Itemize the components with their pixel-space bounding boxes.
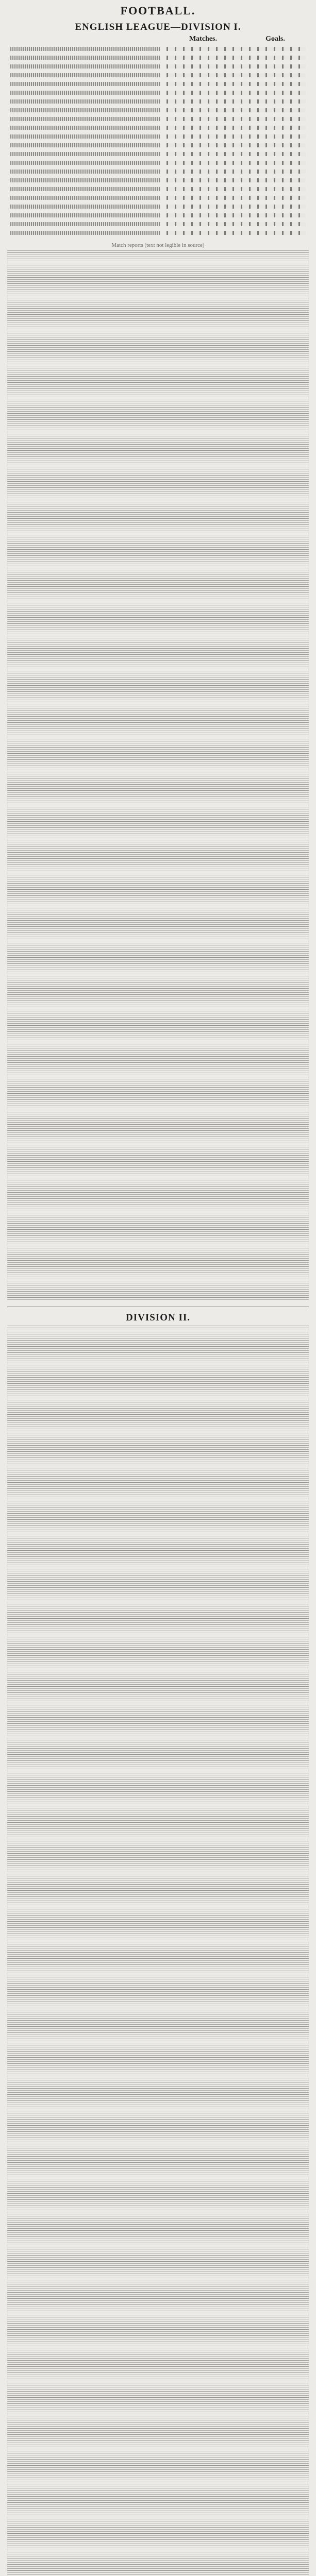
row-values-placeholder bbox=[167, 99, 306, 104]
table-row bbox=[7, 219, 309, 228]
club-name-placeholder bbox=[10, 196, 160, 200]
table-row bbox=[7, 149, 309, 158]
club-name-placeholder bbox=[10, 213, 160, 217]
row-values-placeholder bbox=[167, 126, 306, 130]
club-name-placeholder bbox=[10, 231, 160, 235]
table-row bbox=[7, 106, 309, 114]
table-row bbox=[7, 79, 309, 88]
row-values-placeholder bbox=[167, 222, 306, 226]
table-row bbox=[7, 53, 309, 62]
club-name-placeholder bbox=[10, 82, 160, 86]
table-row bbox=[7, 202, 309, 211]
page-title: FOOTBALL. bbox=[120, 4, 196, 17]
row-values-placeholder bbox=[167, 178, 306, 182]
table-row bbox=[7, 62, 309, 71]
row-values-placeholder bbox=[167, 231, 306, 235]
row-values-placeholder bbox=[167, 47, 306, 51]
table-row bbox=[7, 97, 309, 106]
club-name-placeholder bbox=[10, 178, 160, 182]
report-division-ii bbox=[7, 1326, 309, 2576]
table-row bbox=[7, 228, 309, 237]
row-values-placeholder bbox=[167, 56, 306, 60]
section-title-division-i: ENGLISH LEAGUE—DIVISION I. bbox=[75, 22, 241, 32]
row-values-placeholder bbox=[167, 91, 306, 95]
row-values-placeholder bbox=[167, 213, 306, 217]
club-name-placeholder bbox=[10, 152, 160, 156]
row-values-placeholder bbox=[167, 64, 306, 69]
club-name-placeholder bbox=[10, 161, 160, 165]
table-row bbox=[7, 114, 309, 123]
club-name-placeholder bbox=[10, 205, 160, 209]
table-row bbox=[7, 211, 309, 219]
row-values-placeholder bbox=[167, 117, 306, 121]
club-name-placeholder bbox=[10, 108, 160, 112]
table-row bbox=[7, 71, 309, 79]
club-name-placeholder bbox=[10, 64, 160, 69]
club-name-placeholder bbox=[10, 73, 160, 77]
league-table bbox=[7, 35, 309, 237]
matches-header: Matches. bbox=[189, 35, 218, 43]
row-values-placeholder bbox=[167, 161, 306, 165]
table-row bbox=[7, 193, 309, 202]
row-values-placeholder bbox=[167, 170, 306, 174]
club-name-placeholder bbox=[10, 117, 160, 121]
report-division-i bbox=[7, 250, 309, 1301]
club-name-placeholder bbox=[10, 56, 160, 60]
row-values-placeholder bbox=[167, 134, 306, 139]
club-name-placeholder bbox=[10, 134, 160, 139]
club-name-placeholder bbox=[10, 99, 160, 104]
row-values-placeholder bbox=[167, 82, 306, 86]
club-name-placeholder bbox=[10, 126, 160, 130]
row-values-placeholder bbox=[167, 196, 306, 200]
table-row bbox=[7, 44, 309, 53]
row-values-placeholder bbox=[167, 108, 306, 112]
table-row bbox=[7, 141, 309, 149]
table-row bbox=[7, 123, 309, 132]
league-rows bbox=[7, 44, 309, 237]
table-row bbox=[7, 158, 309, 167]
table-row bbox=[7, 132, 309, 141]
row-values-placeholder bbox=[167, 73, 306, 77]
club-name-placeholder bbox=[10, 91, 160, 95]
row-values-placeholder bbox=[167, 205, 306, 209]
table-row bbox=[7, 176, 309, 184]
club-name-placeholder bbox=[10, 47, 160, 51]
club-name-placeholder bbox=[10, 222, 160, 226]
club-name-placeholder bbox=[10, 143, 160, 147]
club-name-placeholder bbox=[10, 187, 160, 191]
goals-header: Goals. bbox=[265, 35, 285, 43]
section-title-division-ii: DIVISION II. bbox=[126, 1312, 190, 1323]
club-name-placeholder bbox=[10, 170, 160, 174]
row-values-placeholder bbox=[167, 152, 306, 156]
row-values-placeholder bbox=[167, 143, 306, 147]
table-row bbox=[7, 88, 309, 97]
table-row bbox=[7, 184, 309, 193]
table-head bbox=[7, 35, 309, 43]
table-row bbox=[7, 167, 309, 176]
text-note: Match reports (text not legible in source) bbox=[111, 242, 205, 248]
row-values-placeholder bbox=[167, 187, 306, 191]
